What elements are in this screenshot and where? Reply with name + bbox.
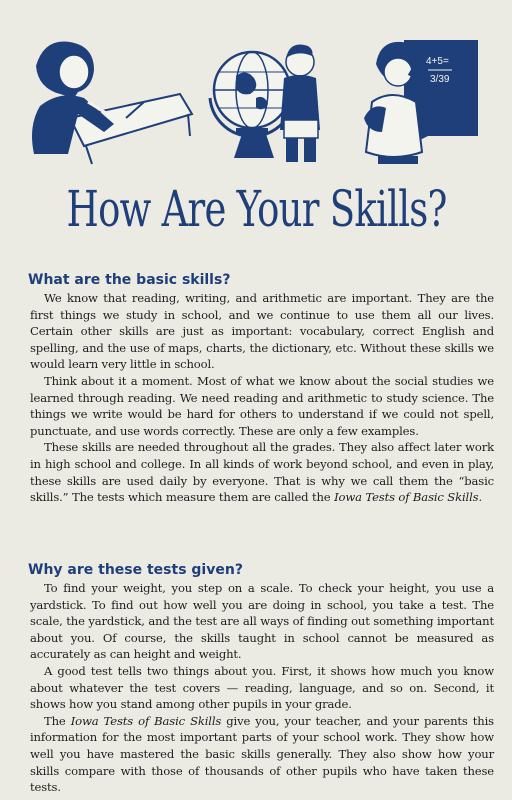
section-heading-why-tests: Why are these tests given? — [28, 562, 243, 578]
paragraph — [30, 713, 494, 796]
header-illustration — [0, 6, 512, 166]
teacher-chalkboard-illustration — [364, 40, 478, 164]
paragraph: Think about it a moment. Most of what we know about the social studies we learned through reading. We need reading and arithmetic to study science. The things we write would be hard for others to understand if we could not spell, punctuate, and use words correctly. These are only a few examples. — [30, 373, 494, 438]
section-body-why-tests — [30, 580, 494, 796]
paragraph: To find your weight, you step on a scale. To check your height, you use a yardstick. To find out how well you are doing in school, you take a test. The scale, the yardstick, and the test are all ways of finding out something important about you. Of course, the skills taught in school cannot be measured as accurately as can height and weight. — [30, 581, 494, 662]
section-heading-basic-skills: What are the basic skills? — [28, 272, 231, 288]
paragraph: We know that reading, writing, and arithmetic are important. They are the first things we study in school, and we continue to use them all our lives. Certain other skills are just as important: vocabulary, correct English and spelling, and the use of maps, charts, the dictionary, etc. Without these skills we would learn very little in school. — [30, 291, 494, 372]
section-body-basic-skills — [30, 290, 494, 506]
paragraph-text: These skills are needed throughout all the grades. They also affect later work in high school and college. In all kinds of work beyond school, and even in play, these skills are used daily by everyone. That is why we call them the “basic skills.” The tests which measure them are called the — [30, 440, 494, 505]
paragraph-text: The — [44, 713, 71, 728]
chalkboard-text-2: 3/39 — [430, 74, 450, 85]
page-title: How Are Your Skills? — [66, 180, 447, 238]
girl-writing-illustration — [32, 42, 192, 165]
boy-globe-illustration — [210, 45, 320, 163]
test-name-italic: Iowa Tests of Basic Skills — [70, 713, 222, 728]
paragraph: A good test tells two things about you. First, it shows how much you know about whatever the test covers — reading, language, and so on. Second, it shows how you stand among other pupils in your grade. — [30, 663, 494, 712]
test-name-italic: Iowa Tests of Basic Skills. — [334, 490, 482, 505]
chalkboard-text-1: 4+5= — [426, 56, 449, 67]
paragraph-text: give you, your teacher, and your parents this information for the most important parts of your school work. They show how well you have mastered the basic skills generally. They also show how your skills compare with those of thousands of other pupils who have taken these tests. — [30, 713, 494, 795]
paragraph — [30, 439, 494, 505]
